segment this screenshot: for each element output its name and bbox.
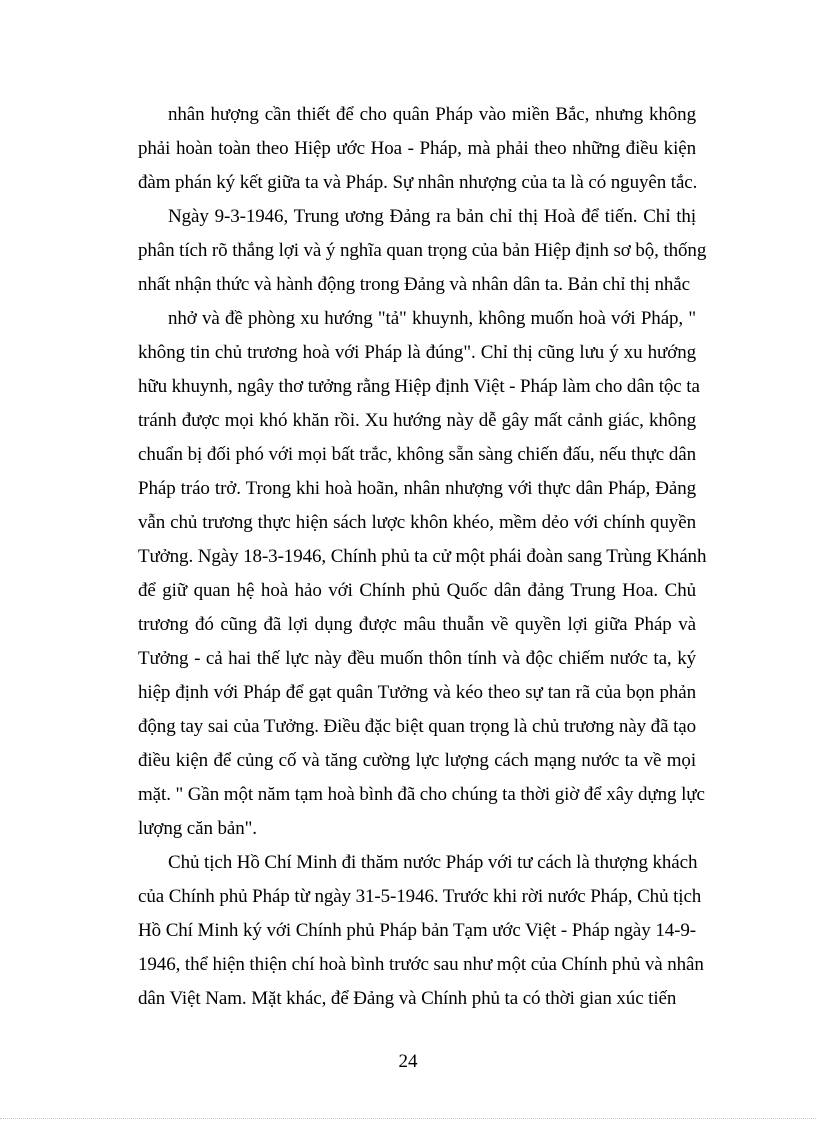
text-line-2: phải hoàn toàn theo Hiệp ước Hoa - Pháp, mà phải theo những điều kiện <box>138 138 696 159</box>
text-line-25: Hồ Chí Minh ký với Chính phủ Pháp bản Tạm ước Việt - Pháp ngày 14-9- <box>138 920 696 941</box>
text-line-5: phân tích rõ thắng lợi và ý nghĩa quan trọng của bản Hiệp định sơ bộ, thống <box>138 240 707 261</box>
text-line-12: Pháp tráo trở. Trong khi hoà hoãn, nhân nhượng với thực dân Pháp, Đảng <box>138 478 696 499</box>
text-line-19: động tay sai của Tưởng. Điều đặc biệt quan trọng là chủ trương này đã tạo <box>138 716 696 737</box>
page-number: 24 <box>398 1051 418 1072</box>
text-line-21: mặt. " Gần một năm tạm hoà bình đã cho chúng ta thời giờ để xây dựng lực <box>138 784 705 805</box>
text-line-15: để giữ quan hệ hoà hảo với Chính phủ Quốc dân đảng Trung Hoa. Chủ <box>138 580 696 601</box>
text-line-27: dân Việt Nam. Mặt khác, để Đảng và Chính phủ ta có thời gian xúc tiến <box>138 988 677 1009</box>
text-line-14: Tưởng. Ngày 18-3-1946, Chính phủ ta cử một phái đoàn sang Trùng Khánh <box>138 546 707 567</box>
text-line-24: của Chính phủ Pháp từ ngày 31-5-1946. Trước khi rời nước Pháp, Chủ tịch <box>138 886 702 907</box>
text-line-22: lượng căn bản". <box>138 818 257 839</box>
text-line-13: vẫn chủ trương thực hiện sách lược khôn khéo, mềm dẻo với chính quyền <box>138 512 696 533</box>
text-line-23: Chủ tịch Hồ Chí Minh đi thăm nước Pháp với tư cách là thượng khách <box>168 852 698 873</box>
text-line-3: đàm phán ký kết giữa ta và Pháp. Sự nhân nhượng của ta là có nguyên tắc. <box>138 172 698 193</box>
page-bottom-divider <box>0 1118 816 1119</box>
document-body <box>138 98 707 1016</box>
text-line-10: tránh được mọi khó khăn rồi. Xu hướng này dễ gây mất cảnh giác, không <box>138 410 696 431</box>
text-line-18: hiệp định với Pháp để gạt quân Tưởng và kéo theo sự tan rã của bọn phản <box>138 682 696 703</box>
text-line-8: không tin chủ trương hoà với Pháp là đúng". Chỉ thị cũng lưu ý xu hướng <box>138 342 696 363</box>
text-line-16: trương đó cũng đã lợi dụng được mâu thuẫn về quyền lợi giữa Pháp và <box>138 614 696 635</box>
text-line-1: nhân hượng cần thiết để cho quân Pháp vào miền Bắc, nhưng không <box>168 104 696 125</box>
text-line-6: nhất nhận thức và hành động trong Đảng và nhân dân ta. Bản chỉ thị nhắc <box>138 274 690 295</box>
text-line-11: chuẩn bị đối phó với mọi bất trắc, không sẵn sàng chiến đấu, nếu thực dân <box>138 444 696 465</box>
text-line-4: Ngày 9-3-1946, Trung ương Đảng ra bản chỉ thị Hoà để tiến. Chỉ thị <box>168 206 696 227</box>
text-line-9: hữu khuynh, ngây thơ tưởng rằng Hiệp định Việt - Pháp làm cho dân tộc ta <box>138 376 700 397</box>
text-line-7: nhở và đề phòng xu hướng "tả" khuynh, không muốn hoà với Pháp, " <box>168 308 696 329</box>
text-line-26: 1946, thể hiện thiện chí hoà bình trước sau như một của Chính phủ và nhân <box>138 954 704 975</box>
text-line-17: Tưởng - cả hai thế lực này đều muốn thôn tính và độc chiếm nước ta, ký <box>138 648 696 669</box>
text-line-20: điều kiện để củng cố và tăng cường lực lượng cách mạng nước ta về mọi <box>138 750 696 771</box>
